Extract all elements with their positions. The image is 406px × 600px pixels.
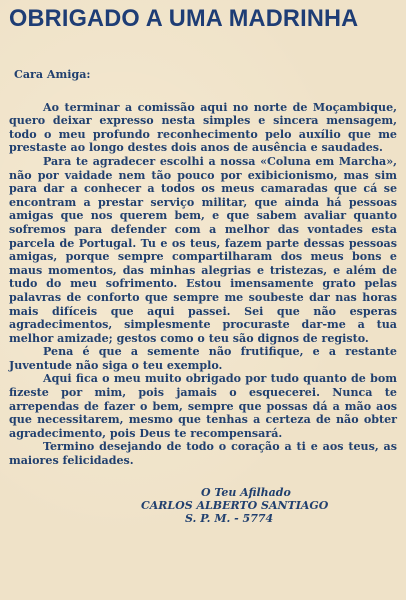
paragraph: Termino desejando de todo o coração a ti e aos teus, as maiores felicidades. <box>9 440 397 468</box>
paragraph: Para te agradecer escolhi a nossa «Coluna em Marcha», não por vaidade nem tão pouco por exibicionismo, mas sim para dar a conhecer a todos os meus camaradas que cá se encontram a prestar serviço militar, que ainda há pessoas amigas que nos querem bem, e que sabem avaliar quanto sofremos para defender com a melhor das vontades esta parcela de Portugal. Tu e os teus, fazem parte dessas pessoas amigas, porque sempre compartilharam dos meus bons e maus momentos, das minhas alegrias e tristezas, e além de tudo do meu sofrimento. Estou imensamente grato pelas palavras de conforto que sempre me soubeste dar nas horas mais difíceis que aqui passei. Sei que não esperas agradecimentos, simplesmente procuraste dar-me a tua melhor amizade; gestos como o teu são dignos de registo. <box>9 154 397 345</box>
signature-unit: S. P. M. - 5774 <box>185 512 274 526</box>
signature-block <box>9 486 397 526</box>
letter-body <box>9 68 397 468</box>
signature-closing: O Teu Afilhado <box>201 485 291 499</box>
salutation: Cara Amiga: <box>14 68 91 81</box>
paragraph: Pena é que a semente não frutifique, e a restante Juventude não siga o teu exemplo. <box>9 345 397 372</box>
paragraph: Aqui fica o meu muito obrigado por tudo quanto de bom fizeste por mim, pois jamais o esquecerei. Nunca te arrependas de fazer o bem, sempre que possas dá a mão aos que necessitarem, mesmo que tenhas a certeza de não obter agradecimento, pois Deus te recompensará. <box>9 372 397 440</box>
signature-name: CARLOS ALBERTO SANTIAGO <box>141 499 329 513</box>
headline: OBRIGADO A UMA MADRINHA <box>9 5 359 32</box>
paragraph: Ao terminar a comissão aqui no norte de Moçambique, quero deixar expresso nesta simples e sincera mensagem, todo o meu profundo reconhecimento pelo auxílio que me prestaste ao longo destes dois anos de ausência e saudades. <box>9 100 397 155</box>
